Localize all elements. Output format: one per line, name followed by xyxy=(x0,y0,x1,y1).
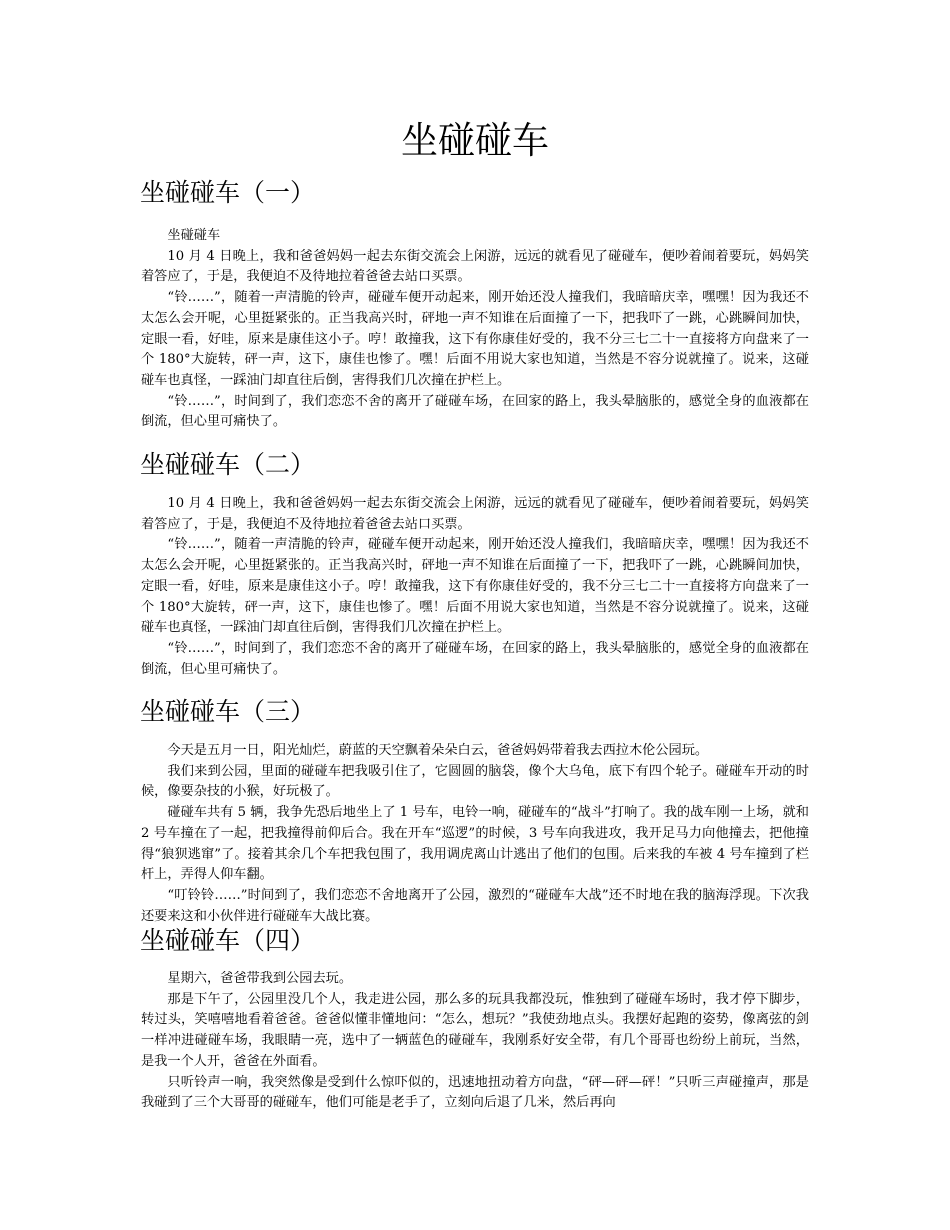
section-3-body xyxy=(141,741,809,927)
paragraph: 只听铃声一响，我突然像是受到什么惊吓似的，迅速地扭动着方向盘，“砰—砰—砰！”只听三声碰撞声，那是我碰到了三个大哥哥的碰碰车，他们可能是老手了，立刻向后退了几米，然后再向 xyxy=(141,1074,809,1111)
paragraph: 坐碰碰车 xyxy=(167,228,221,243)
section-4-heading: 坐碰碰车（四） xyxy=(140,926,316,955)
section-1-body xyxy=(141,226,809,433)
section-2-body xyxy=(141,494,809,680)
paragraph: “铃……”，随着一声清脆的铃声，碰碰车便开动起来，刚开始还没人撞我们，我暗暗庆幸，嘿嘿！因为我还不太怎么会开呢，心里挺紧张的。正当我高兴时，砰地一声不知谁在后面撞了一下，把我吓了一跳，心跳瞬间加快，定眼一看，好哇，原来是康佳这小子。哼！敢撞我，这下有你康佳好受的，我不分三七二十一直接将方向盘来了一个 180°大旋转，砰一声，这下，康佳也惨了。嘿！后面不用说大家也知道，当然是不容分说就撞了。说来，这碰碰车也真怪，一踩油门却直往后倒，害得我们几次撞在护栏上。 xyxy=(141,537,809,636)
paragraph: “叮铃铃……”时间到了，我们恋恋不舍地离开了公园，激烈的“碰碰车大战”还不时地在我的脑海浮现。下次我还要来这和小伙伴进行碰碰车大战比赛。 xyxy=(141,887,809,924)
section-2-heading: 坐碰碰车（二） xyxy=(140,450,316,479)
paragraph: 今天是五月一日，阳光灿烂，蔚蓝的天空飘着朵朵白云，爸爸妈妈带着我去西拉木伦公园玩。 xyxy=(167,743,709,758)
document-title: 坐碰碰车 xyxy=(401,119,549,162)
section-1-heading: 坐碰碰车（一） xyxy=(140,178,316,207)
paragraph: 碰碰车共有 5 辆，我争先恐后地坐上了 1 号车，电铃一响，碰碰车的“战斗”打响了。我的战车刚一上场，就和 2 号车撞在了一起，把我撞得前仰后合。我在开车“巡逻”的时候，3 号车向我进攻，我开足马力向他撞去，把他撞得“狼狈逃窜”了。接着其余几个车把我包围了，我用调虎离山计逃出了他们的包围。后来我的车被 4 号车撞到了栏杆上，弄得人仰车翻。 xyxy=(141,805,809,883)
paragraph: “铃……”，时间到了，我们恋恋不舍的离开了碰碰车场，在回家的路上，我头晕脑胀的，感觉全身的血液都在倒流，但心里可痛快了。 xyxy=(141,640,809,677)
section-3-heading: 坐碰碰车（三） xyxy=(140,697,316,726)
paragraph: 我们来到公园，里面的碰碰车把我吸引住了，它圆圆的脑袋，像个大乌龟，底下有四个轮子。碰碰车开动的时候，像要杂技的小猴，好玩极了。 xyxy=(141,763,809,800)
paragraph: 那是下午了，公园里没几个人，我走进公园，那么多的玩具我都没玩，惟独到了碰碰车场时，我才停下脚步，转过头，笑嘻嘻地看着爸爸。爸爸似懂非懂地问：“怎么，想玩？”我使劲地点头。我摆好起跑的姿势，像离弦的剑一样冲进碰碰车场，我眼睛一亮，选中了一辆蓝色的碰碰车，我刚系好安全带，有几个哥哥也纷纷上前玩，当然，是我一个人开，爸爸在外面看。 xyxy=(141,991,809,1069)
paragraph: 10 月 4 日晚上，我和爸爸妈妈一起去东街交流会上闲游，远远的就看见了碰碰车，便吵着闹着要玩，妈妈笑着答应了，于是，我便迫不及待地拉着爸爸去站口买票。 xyxy=(141,248,809,285)
paragraph: 10 月 4 日晚上，我和爸爸妈妈一起去东街交流会上闲游，远远的就看见了碰碰车，便吵着闹着要玩，妈妈笑着答应了，于是，我便迫不及待地拉着爸爸去站口买票。 xyxy=(141,496,809,532)
paragraph: “铃……”，随着一声清脆的铃声，碰碰车便开动起来，刚开始还没人撞我们，我暗暗庆幸，嘿嘿！因为我还不太怎么会开呢，心里挺紧张的。正当我高兴时，砰地一声不知谁在后面撞了一下，把我吓了一跳，心跳瞬间加快，定眼一看，好哇，原来是康佳这小子。哼！敢撞我，这下有你康佳好受的，我不分三七二十一直接将方向盘来了一个 180°大旋转，砰一声，这下，康佳也惨了。嘿！后面不用说大家也知道，当然是不容分说就撞了。说来，这碰碰车也真怪，一踩油门却直往后倒，害得我们几次撞在护栏上。 xyxy=(141,290,809,388)
paragraph: 星期六，爸爸带我到公园去玩。 xyxy=(167,971,353,986)
paragraph: “铃……”，时间到了，我们恋恋不舍的离开了碰碰车场，在回家的路上，我头晕脑胀的，感觉全身的血液都在倒流，但心里可痛快了。 xyxy=(141,393,809,430)
section-4-body xyxy=(141,969,809,1114)
